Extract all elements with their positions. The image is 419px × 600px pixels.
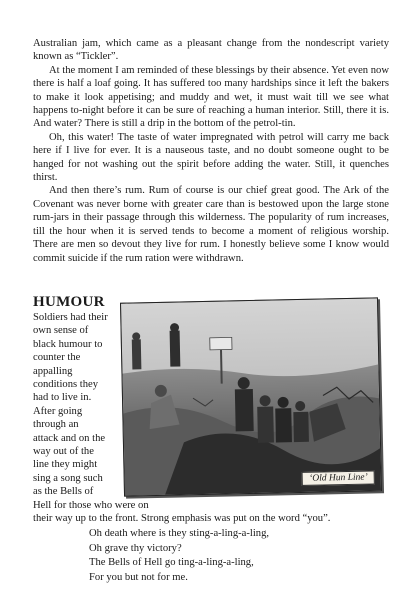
sidebar-text [33, 311, 149, 512]
photo-caption: ‘Old Hun Line’ [302, 470, 375, 486]
side-line: Hell for those who were on [33, 499, 149, 511]
paragraph-3: Oh, this water! The taste of water impregnated with petrol will carry me back here if I live for ever. It is a nauseous taste, and no doubt someone ought to be hanged for not washing out the spirit before adding the water. Still, it quenches thirst. [33, 131, 389, 184]
side-line: as the Bells of [33, 486, 94, 498]
verse-line: For you but not for me. [89, 571, 188, 583]
paragraph-4: And then there’s rum. Rum of course is our chief great good. The Ark of the Covenant was never borne with greater care than is bestowed upon the large stone rum-jars in their passage through this wilderness. The popularity of rum increases, till the hour when it is served tends to become a moment of religious worship. There are men so devout they live for rum. I honestly believe some I know would commit suicide if the rum ration were withdrawn. [33, 185, 389, 264]
side-line: Soldiers had their [33, 312, 108, 323]
verse-line: Oh death where is they sting-a-ling-a-ling, [89, 528, 270, 539]
side-line: After going [33, 405, 83, 417]
side-line: sing a song such [33, 472, 103, 484]
side-line: appalling [33, 365, 73, 377]
tail-line: their way up to the front. Strong emphasis was put on the word “you”. [33, 513, 331, 524]
side-line: counter the [33, 352, 81, 364]
body-text [33, 37, 389, 265]
paragraph-1: Australian jam, which came as a pleasant change from the nondescript variety known as “Tickler”. [33, 38, 389, 63]
side-line: way out of the [33, 446, 94, 458]
side-line: own sense of [33, 325, 89, 337]
verse-line: Oh grave thy victory? [89, 542, 182, 554]
side-line: line they might [33, 459, 98, 471]
side-line: conditions they [33, 379, 99, 391]
side-line: through an [33, 419, 79, 431]
paragraph-2: At the moment I am reminded of these blessings by their absence. Yet even now there is half a loaf going. It has suffered too many hardships since it left the bakers to make it look appetising; and muddy and wet, it must wait till we see what happens to-night before it can be sure of reaching a human interior. Still, there it is. And water? There is still a drip in the bottom of the petrol-tin. [33, 64, 389, 130]
verse-line: The Bells of Hell go ting-a-ling-a-ling, [89, 557, 254, 569]
photo-image [121, 298, 381, 495]
side-line: black humour to [33, 338, 103, 350]
trench-photo [120, 297, 382, 496]
verse [89, 527, 269, 585]
section-heading: HUMOUR [33, 294, 105, 310]
side-line: had to live in. [33, 392, 92, 404]
side-line: attack and on the [33, 432, 106, 444]
